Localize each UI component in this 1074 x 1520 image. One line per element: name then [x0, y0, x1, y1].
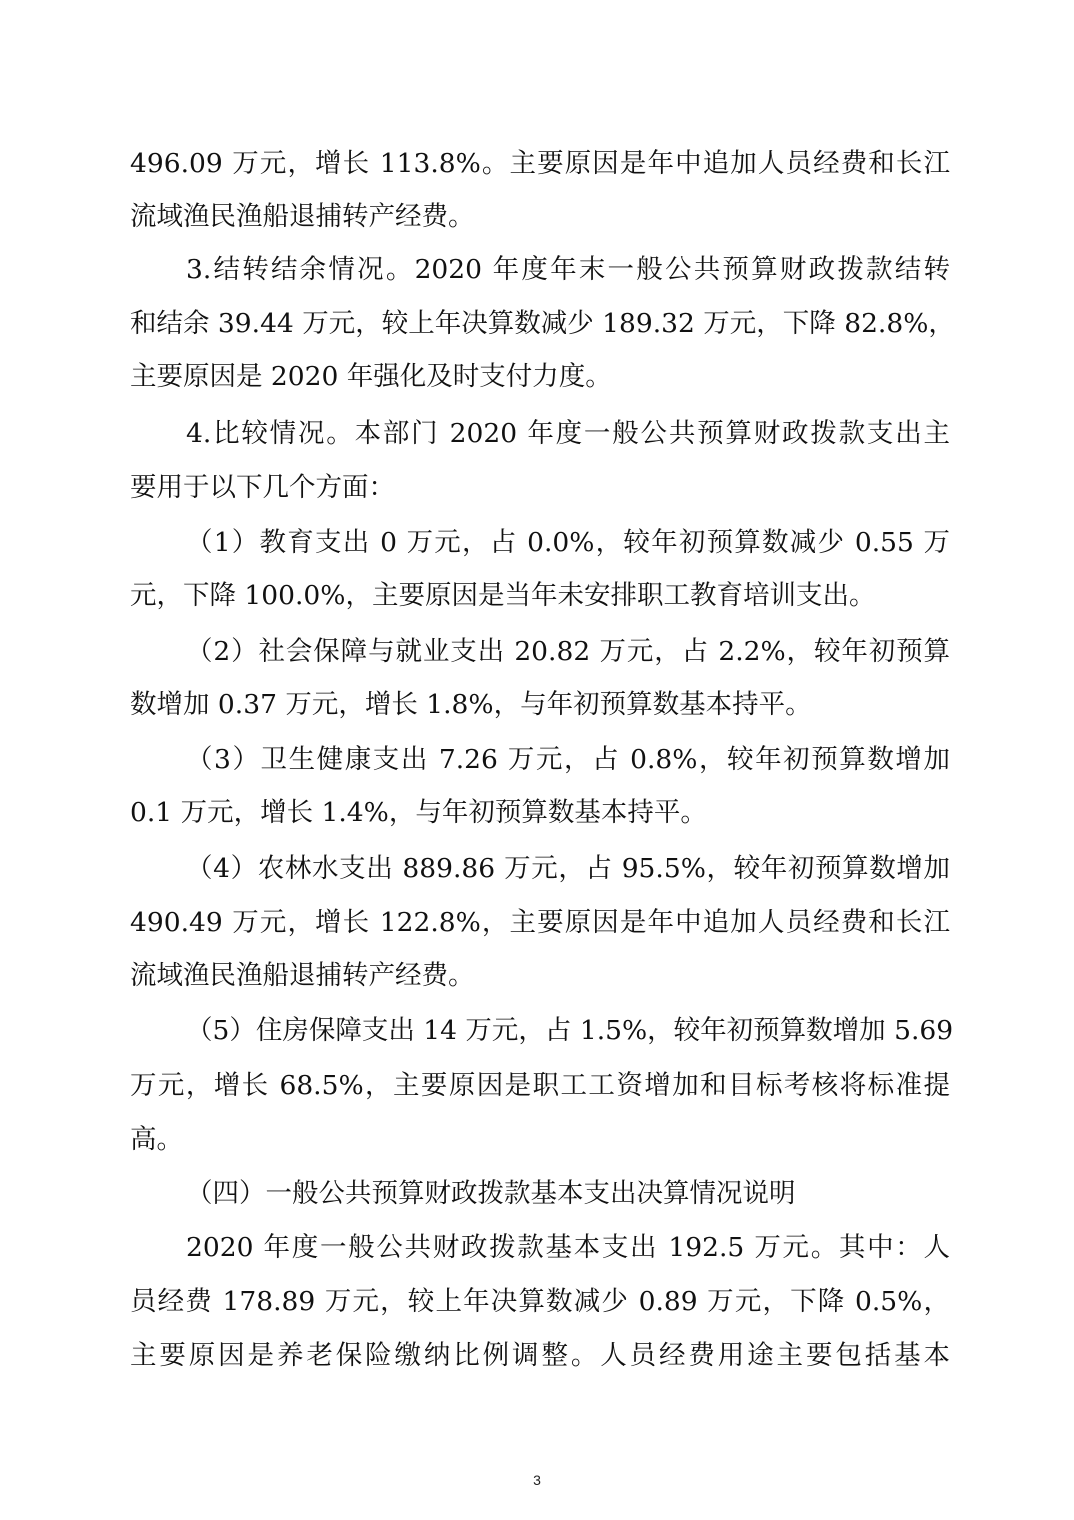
text-line: 4.比较情况。本部门 2020 年度一般公共预算财政拨款支出主	[186, 418, 950, 449]
text-line: 和结余 39.44 万元，较上年决算数减少 189.32 万元，下降 82.8%，	[130, 308, 955, 339]
text-line: （3）卫生健康支出 7.26 万元，占 0.8%，较年初预算数增加	[186, 744, 950, 775]
section-heading: （四）一般公共预算财政拨款基本支出决算情况说明	[186, 1178, 796, 1209]
text-line: 流域渔民渔船退捕转产经费。	[130, 960, 475, 991]
text-line: 高。	[130, 1124, 183, 1155]
text-line: （4）农林水支出 889.86 万元，占 95.5%，较年初预算数增加	[186, 853, 950, 884]
text-line: 员经费 178.89 万元，较上年决算数减少 0.89 万元，下降 0.5%，	[130, 1286, 950, 1317]
text-line: 要用于以下几个方面：	[130, 472, 395, 503]
text-line: 496.09 万元，增长 113.8%。主要原因是年中追加人员经费和长江	[130, 148, 950, 179]
text-line: 490.49 万元，增长 122.8%，主要原因是年中追加人员经费和长江	[130, 907, 950, 938]
text-line: （5）住房保障支出 14 万元，占 1.5%，较年初预算数增加 5.69	[186, 1015, 954, 1046]
text-line: 数增加 0.37 万元，增长 1.8%，与年初预算数基本持平。	[130, 689, 812, 720]
text-line: 流域渔民渔船退捕转产经费。	[130, 201, 475, 232]
text-line: 主要原因是 2020 年强化及时支付力度。	[130, 361, 612, 392]
text-line: 0.1 万元，增长 1.4%，与年初预算数基本持平。	[130, 797, 707, 828]
text-line: 万元，增长 68.5%，主要原因是职工工资增加和目标考核将标准提	[130, 1070, 950, 1101]
text-line: 3.结转结余情况。2020 年度年末一般公共预算财政拨款结转	[186, 254, 950, 285]
text-line: 2020 年度一般公共财政拨款基本支出 192.5 万元。其中：人	[186, 1232, 950, 1263]
page-number: 3	[533, 1472, 541, 1488]
text-line: 元，下降 100.0%，主要原因是当年未安排职工教育培训支出。	[130, 580, 876, 611]
text-line: 主要原因是养老保险缴纳比例调整。人员经费用途主要包括基本	[130, 1340, 950, 1371]
text-line: （2）社会保障与就业支出 20.82 万元，占 2.2%，较年初预算	[186, 636, 950, 667]
text-line: （1）教育支出 0 万元，占 0.0%，较年初预算数减少 0.55 万	[186, 527, 950, 558]
